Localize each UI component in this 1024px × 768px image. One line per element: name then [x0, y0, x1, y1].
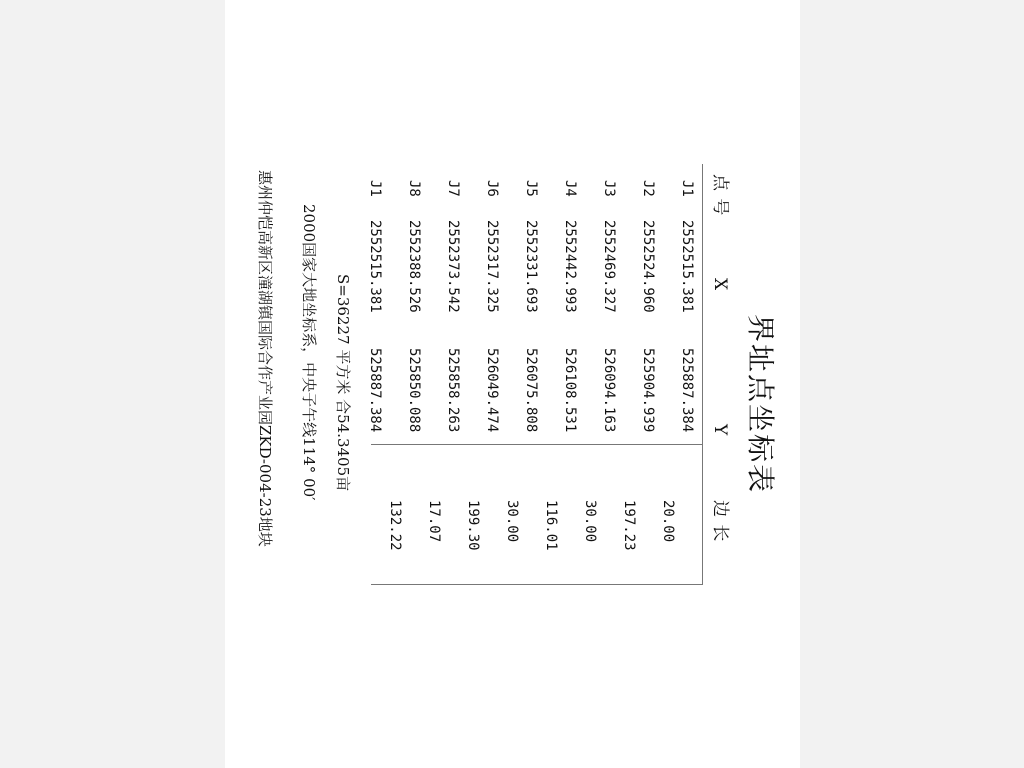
side-length: 197.23 — [621, 500, 637, 551]
point-label: J4 — [562, 180, 578, 197]
x-coordinate: 2552524.960 — [640, 220, 656, 313]
side-length: 30.00 — [582, 500, 598, 543]
x-coordinate: 2552469.327 — [601, 220, 617, 313]
y-coordinate: 526075.808 — [523, 348, 539, 433]
side-length: 17.07 — [426, 500, 442, 543]
column-rule-left — [371, 444, 703, 445]
header-x: X — [710, 278, 730, 292]
x-coordinate: 2552388.526 — [406, 220, 422, 313]
area-note: S=36227 平方米 合54.3405亩 — [334, 274, 352, 492]
side-length: 132.22 — [387, 500, 403, 551]
y-coordinate: 525904.939 — [640, 348, 656, 433]
x-coordinate: 2552515.381 — [367, 220, 383, 313]
x-coordinate: 2552442.993 — [562, 220, 578, 313]
header-rule — [702, 164, 703, 584]
point-label: J3 — [601, 180, 617, 197]
point-label: J2 — [640, 180, 656, 197]
page-title: 界址点坐标表 — [744, 314, 777, 495]
header-point: 点 号 — [710, 174, 730, 217]
side-length: 30.00 — [504, 500, 520, 543]
point-label: J1 — [679, 180, 695, 197]
y-coordinate: 526049.474 — [484, 348, 500, 433]
x-coordinate: 2552515.381 — [679, 220, 695, 313]
y-coordinate: 525887.384 — [367, 348, 383, 433]
column-rule-right — [371, 584, 703, 585]
x-coordinate: 2552317.325 — [484, 220, 500, 313]
coordinate-system-note: 2000国家大地坐标系，中央子午线114° 00′ — [300, 204, 318, 501]
x-coordinate: 2552373.542 — [445, 220, 461, 313]
side-length: 116.01 — [543, 500, 559, 551]
point-label: J8 — [406, 180, 422, 197]
boundary-coordinate-table — [242, 164, 782, 604]
y-coordinate: 525887.384 — [679, 348, 695, 433]
point-label: J5 — [523, 180, 539, 197]
header-y: Y — [710, 424, 730, 437]
side-length: 20.00 — [660, 500, 676, 543]
parcel-note: 惠州仲恺高新区潼湖镇国际合作产业园ZKD-004-23地块 — [256, 170, 274, 547]
point-label: J1 — [367, 180, 383, 197]
point-label: J6 — [484, 180, 500, 197]
y-coordinate: 525850.088 — [406, 348, 422, 433]
side-length: 199.30 — [465, 500, 481, 551]
point-label: J7 — [445, 180, 461, 197]
y-coordinate: 525858.263 — [445, 348, 461, 433]
header-side: 边 长 — [710, 500, 730, 543]
y-coordinate: 526108.531 — [562, 348, 578, 433]
y-coordinate: 526094.163 — [601, 348, 617, 433]
x-coordinate: 2552331.693 — [523, 220, 539, 313]
